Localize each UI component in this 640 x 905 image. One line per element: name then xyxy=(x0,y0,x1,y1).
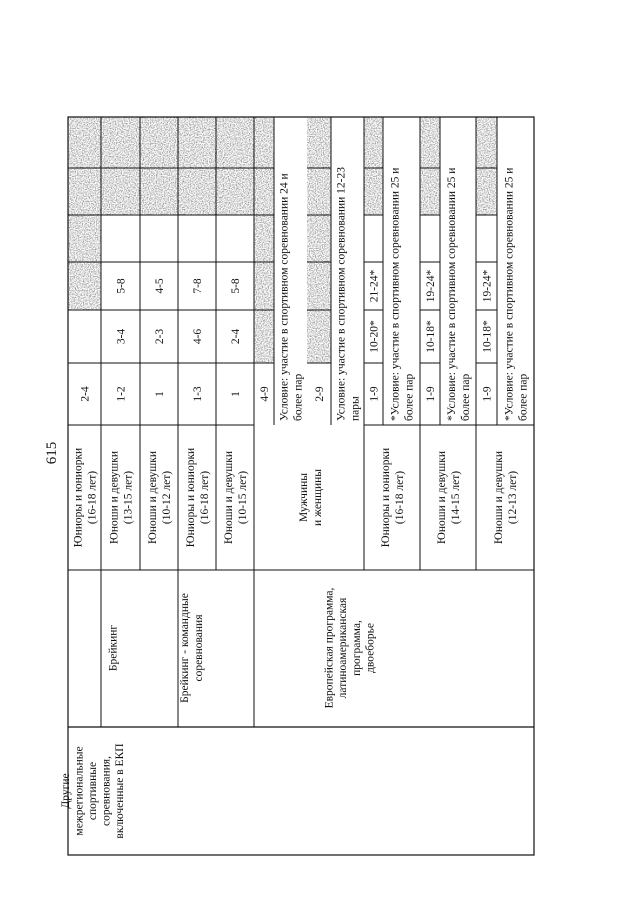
category-label: (13-15 лет) xyxy=(122,470,135,525)
program-label: латиноамериканская xyxy=(337,597,350,699)
category-label: (10-12 лет) xyxy=(160,470,173,525)
category-label: (10-15 лет) xyxy=(236,470,249,525)
category-label: Юноши и девушки xyxy=(223,451,236,544)
condition-note: более пар xyxy=(459,373,472,421)
place-value: 5-8 xyxy=(115,278,128,294)
place-value: 5-8 xyxy=(230,278,242,294)
place-value: 2-4 xyxy=(79,386,92,402)
condition-note: Условие: участие в спортивном соревновании 24 и xyxy=(278,173,291,421)
shaded-cell xyxy=(476,117,497,215)
place-value: 4-5 xyxy=(154,278,166,294)
condition-note: пары xyxy=(349,396,362,421)
place-value: 2-9 xyxy=(314,386,326,402)
category-label: и женщины xyxy=(311,469,324,526)
place-value: 4-6 xyxy=(192,328,204,345)
place-value: 7-8 xyxy=(192,278,204,294)
shaded-cell xyxy=(364,117,383,215)
place-value: 2-4 xyxy=(230,328,242,345)
place-value: 21-24* xyxy=(368,269,381,303)
place-value: 1 xyxy=(230,391,242,397)
category-label: Юноши и девушки xyxy=(436,451,449,544)
shaded-cell xyxy=(101,117,140,215)
place-value: 19-24* xyxy=(481,269,494,303)
condition-note: *Условие: участие в спортивном соревновании 25 и xyxy=(503,167,516,421)
shaded-cell xyxy=(420,117,440,215)
place-value: 1 xyxy=(154,391,166,397)
category-label: Юниоры и юниорки xyxy=(380,447,393,548)
category-label: (16-18 лет) xyxy=(198,470,211,525)
category-label: (14-15 лет) xyxy=(449,470,462,525)
program-label: программа, xyxy=(350,620,363,676)
place-value: 4-9 xyxy=(259,386,271,402)
place-value: 1-2 xyxy=(115,386,128,402)
category-label: Юноши и девушки xyxy=(147,451,160,544)
group-label: Другие xyxy=(59,773,72,809)
program-label: двоеборье xyxy=(364,623,377,673)
category-label: Юниоры и юниорки xyxy=(72,447,85,548)
place-value: 19-24* xyxy=(425,269,437,303)
place-value: 1-9 xyxy=(425,386,437,402)
category-label: Мужчины xyxy=(298,472,311,523)
shaded-cell xyxy=(307,117,331,363)
place-value: 3-4 xyxy=(115,328,128,345)
place-value: 1-9 xyxy=(481,386,494,402)
place-value: 2-3 xyxy=(154,328,166,345)
place-value: 10-18* xyxy=(481,320,494,353)
shaded-cell xyxy=(216,117,254,215)
condition-note: более пар xyxy=(403,373,416,421)
place-value: 1-3 xyxy=(192,386,204,402)
shaded-cell xyxy=(178,117,216,215)
category-label: Юноши и девушки xyxy=(108,451,121,544)
category-label: Юноши и девушки xyxy=(493,451,506,544)
shaded-cell xyxy=(254,117,274,363)
condition-note: *Условие: участие в спортивном соревновании 25 и xyxy=(389,167,402,421)
category-label: (16-18 лет) xyxy=(393,470,406,525)
place-value: 1-9 xyxy=(368,386,381,402)
program-label: соревнования xyxy=(192,614,205,682)
group-label: межрегиональные xyxy=(73,746,86,836)
page-number: 615 xyxy=(44,441,60,465)
group-label: соревнования, xyxy=(100,756,113,826)
shaded-cell xyxy=(68,117,101,310)
shaded-cell xyxy=(140,117,178,215)
condition-note: Условие: участие в спортивном соревновании 12-23 xyxy=(335,167,348,421)
condition-note: более пар xyxy=(292,373,305,421)
program-label: Европейская программа, xyxy=(323,587,336,709)
program-label: Брейкинг xyxy=(107,624,120,672)
place-value: 10-20* xyxy=(368,320,381,353)
condition-note: более пар xyxy=(517,373,530,421)
program-label: Брейкинг - командные xyxy=(179,593,192,703)
category-label: (12-13 лет) xyxy=(506,470,519,525)
place-value: 10-18* xyxy=(425,320,437,353)
condition-note: *Условие: участие в спортивном соревновании 25 и xyxy=(446,167,459,421)
group-label: включенные в ЕКП xyxy=(114,743,127,839)
category-label: Юниоры и юниорки xyxy=(185,447,198,548)
category-label: (16-18 лет) xyxy=(86,470,99,525)
group-label: спортивные xyxy=(87,761,100,821)
